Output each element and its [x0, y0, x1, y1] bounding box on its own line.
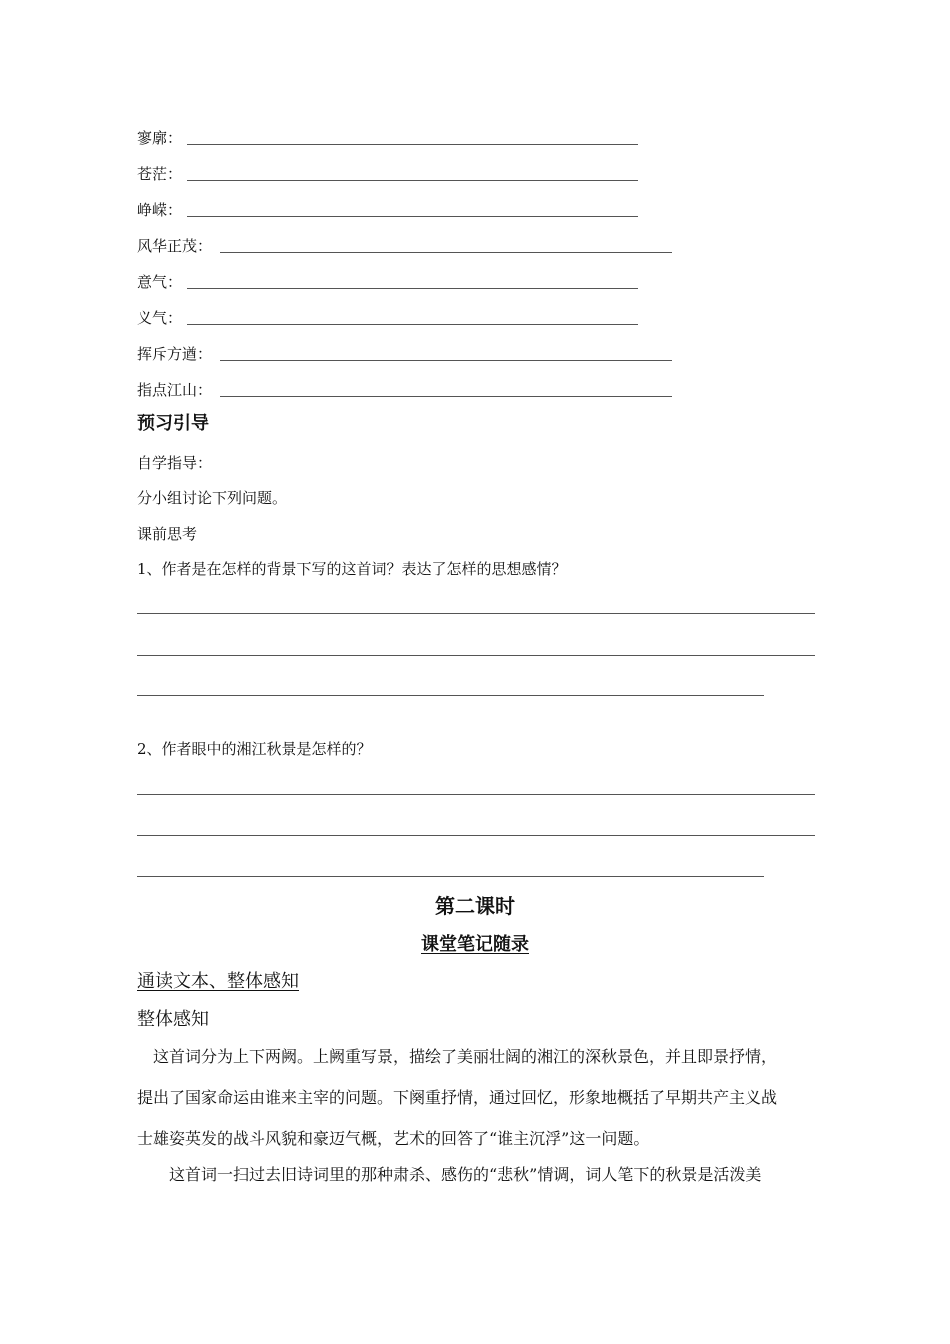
answer-line[interactable]	[137, 876, 764, 877]
vocab-term: 风华正茂：	[137, 237, 213, 255]
paragraph-line: 这首词分为上下两阙。上阙重写景，描绘了美丽壮阔的湘江的深秋景色，并且即景抒情，	[153, 1047, 778, 1066]
answer-line[interactable]	[220, 252, 672, 253]
vocab-term: 指点江山：	[137, 381, 213, 399]
paragraph-line: 这首词一扫过去旧诗词里的那种肃杀、感伤的“悲秋”情调，词人笔下的秋景是活泼美	[169, 1165, 762, 1184]
answer-line[interactable]	[220, 360, 672, 361]
section-title: 通读文本、整体感知	[137, 971, 299, 992]
answer-line[interactable]	[137, 695, 764, 696]
answer-line[interactable]	[137, 835, 815, 836]
vocab-term: 峥嵘：	[137, 201, 183, 219]
vocab-term: 寥廓：	[137, 129, 183, 147]
answer-line[interactable]	[187, 216, 638, 217]
section-heading: 预习引导	[137, 413, 209, 434]
answer-line[interactable]	[187, 180, 638, 181]
question-1: 1、作者是在怎样的背景下写的这首词？表达了怎样的思想感情？	[137, 560, 567, 578]
self-study-label: 自学指导：	[137, 454, 213, 472]
instruction-text: 分小组讨论下列问题。	[137, 489, 288, 507]
answer-line[interactable]	[137, 613, 815, 614]
answer-line[interactable]	[137, 655, 815, 656]
vocab-term: 意气：	[137, 273, 183, 291]
vocab-term: 苍茫：	[137, 165, 183, 183]
lesson-title: 第二课时	[435, 894, 515, 918]
answer-line[interactable]	[187, 324, 638, 325]
paragraph-line: 士雄姿英发的战斗风貌和豪迈气概，艺术的回答了“谁主沉浮”这一问题。	[137, 1129, 650, 1148]
answer-line[interactable]	[137, 794, 815, 795]
answer-line[interactable]	[187, 288, 638, 289]
notes-subtitle: 课堂笔记随录	[421, 934, 529, 955]
answer-line[interactable]	[220, 396, 672, 397]
pre-class-label: 课前思考	[137, 525, 198, 543]
answer-line[interactable]	[187, 144, 638, 145]
vocab-term: 义气：	[137, 309, 183, 327]
vocab-term: 挥斥方遒：	[137, 345, 213, 363]
paragraph-line: 提出了国家命运由谁来主宰的问题。下阕重抒情，通过回忆，形象地概括了早期共产主义战	[137, 1088, 778, 1107]
question-2: 2、作者眼中的湘江秋景是怎样的？	[137, 740, 372, 758]
sub-heading: 整体感知	[137, 1009, 209, 1030]
